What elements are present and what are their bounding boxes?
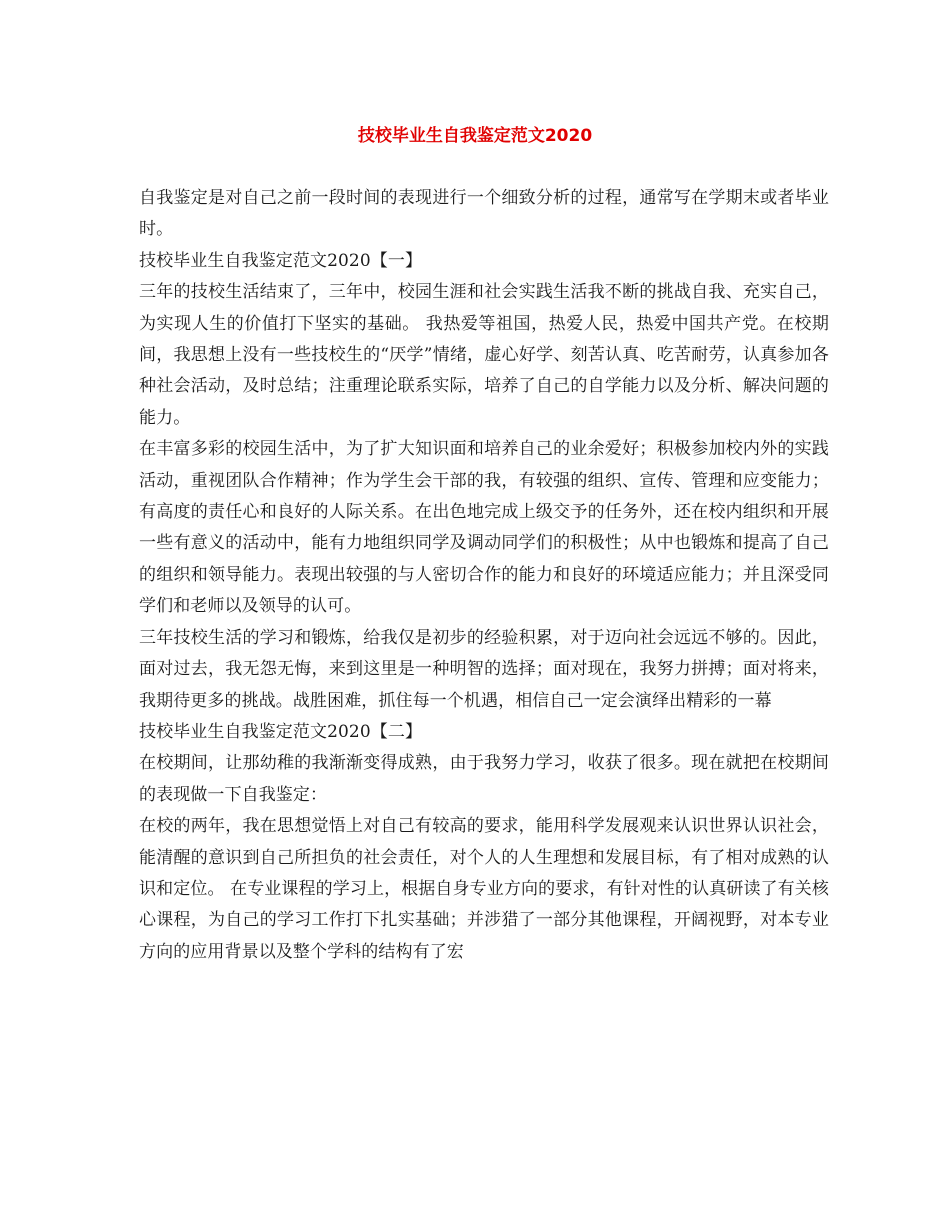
document-body (139, 183, 829, 968)
section-heading-2: 技校毕业生自我鉴定范文2020【二】 (139, 721, 423, 742)
section-1-paragraph-1: 三年的技校生活结束了，三年中，校园生涯和社会实践生活我不断的挑战自我、充实自己，为实现人生的价值打下坚实的基础。 我热爱等祖国，热爱人民，热爱中国共产党。在校期间，我思想上没有一些技校生的“厌学”情绪，虚心好学、刻苦认真、吃苦耐劳，认真参加各种社会活动，及时总结；注重理论联系实际，培养了自己的自学能力以及分析、解决问题的能力。 (139, 282, 829, 428)
section-heading-1: 技校毕业生自我鉴定范文2020【一】 (139, 250, 423, 271)
document-title: 技校毕业生自我鉴定范文2020 (357, 126, 593, 146)
section-2-paragraph-2: 在校的两年，我在思想觉悟上对自己有较高的要求，能用科学发展观来认识世界认识社会，能清醒的意识到自己所担负的社会责任，对个人的人生理想和发展目标，有了相对成熟的认识和定位。 在专业课程的学习上，根据自身专业方向的要求，有针对性的认真研读了有关核心课程，为自己的学习工作打下扎实基础；并涉猎了一部分其他课程，开阔视野，对本专业方向的应用背景以及整个学科的结构有了宏 (139, 816, 829, 962)
section-2-paragraph-1: 在校期间，让那幼稚的我渐渐变得成熟，由于我努力学习，收获了很多。现在就把在校期间的表现做一下自我鉴定： (139, 753, 829, 805)
section-1-paragraph-2: 在丰富多彩的校园生活中，为了扩大知识面和培养自己的业余爱好；积极参加校内外的实践活动，重视团队合作精神；作为学生会干部的我，有较强的组织、宣传、管理和应变能力；有高度的责任心和良好的人际关系。在出色地完成上级交予的任务外，还在校内组织和开展一些有意义的活动中，能有力地组织同学及调动同学们的积极性；从中也锻炼和提高了自己的组织和领导能力。表现出较强的与人密切合作的能力和良好的环境适应能力；并且深受同学们和老师以及领导的认可。 (139, 439, 829, 617)
intro-paragraph: 自我鉴定是对自己之前一段时间的表现进行一个细致分析的过程，通常写在学期末或者毕业时。 (139, 188, 829, 240)
section-1-paragraph-3: 三年技校生活的学习和锻炼，给我仅是初步的经验积累，对于迈向社会远远不够的。因此，面对过去，我无怨无悔，来到这里是一种明智的选择；面对现在，我努力拼搏；面对将来，我期待更多的挑战。战胜困难，抓住每一个机遇，相信自己一定会演绎出精彩的一幕 (139, 627, 829, 711)
